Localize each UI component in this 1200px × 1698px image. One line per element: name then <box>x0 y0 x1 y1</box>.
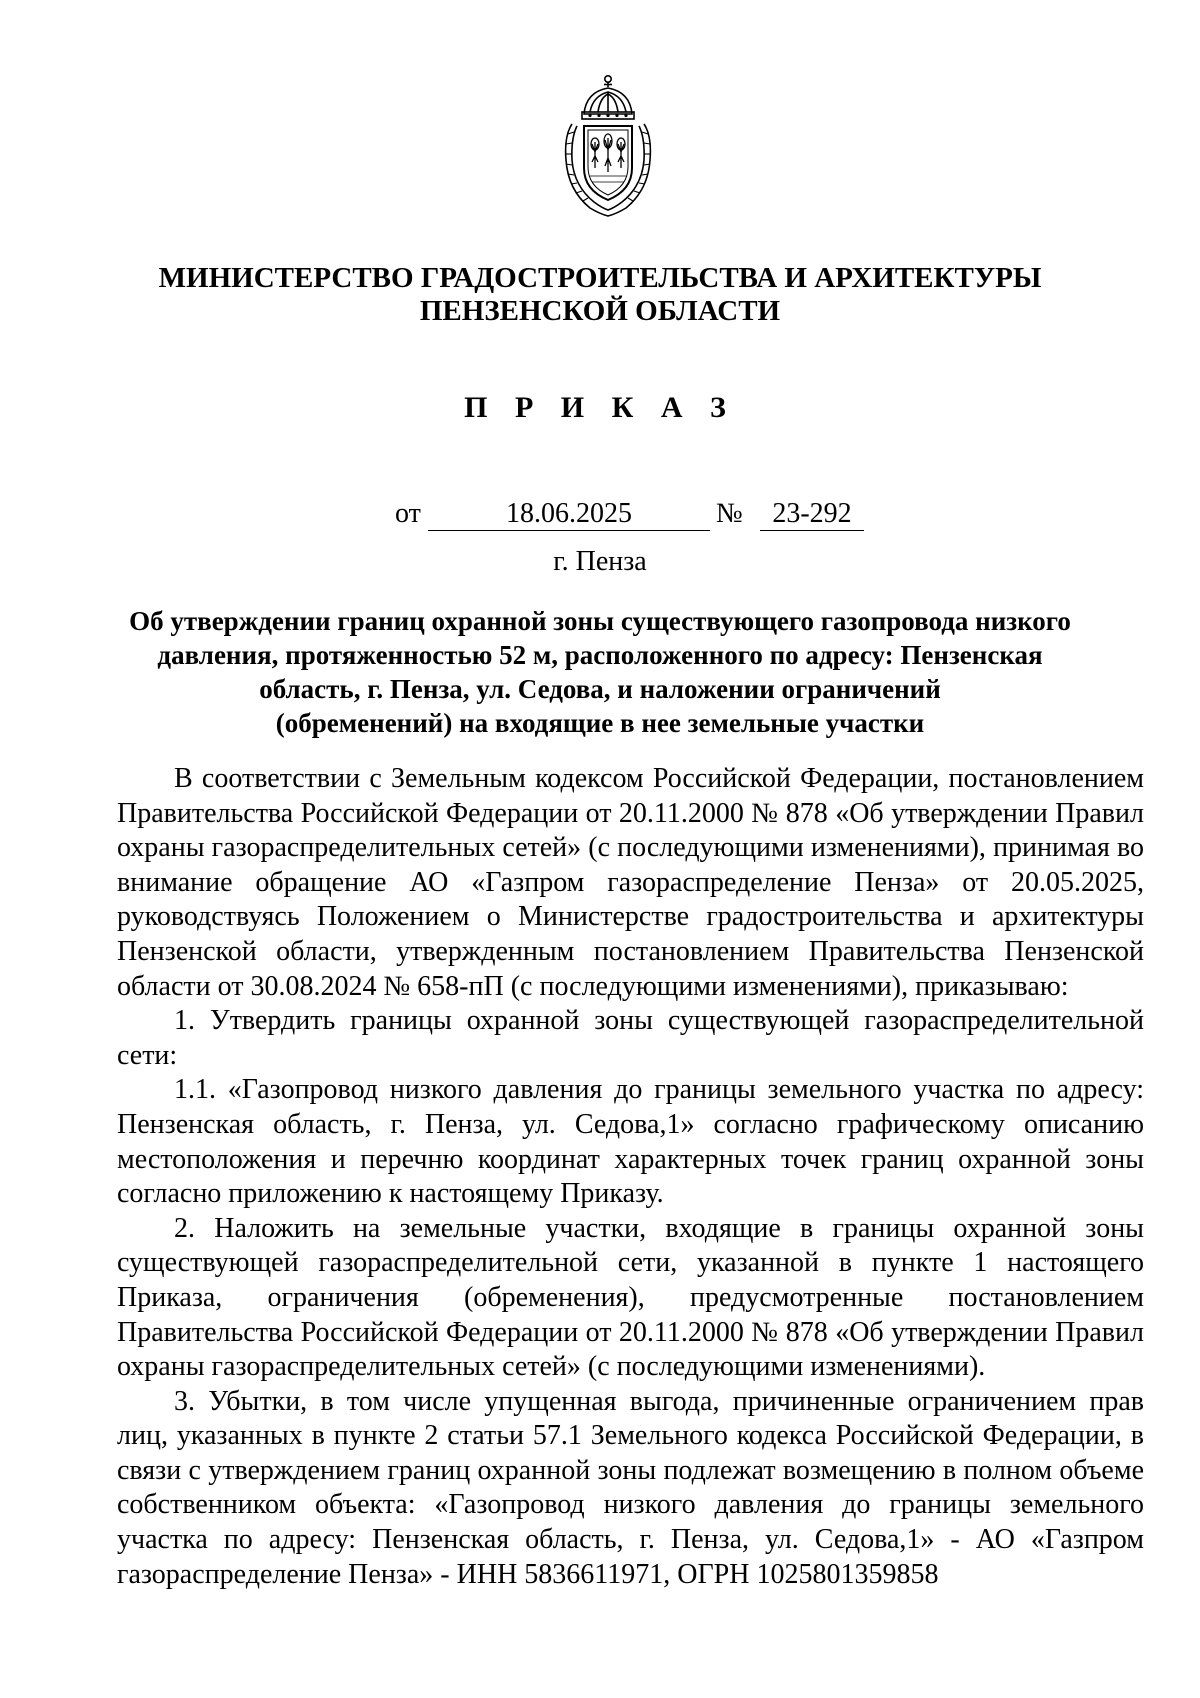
ministry-name <box>0 262 1200 328</box>
subject-line-1: Об утверждении границ охранной зоны существующего газопровода низкого <box>129 606 1071 636</box>
paragraph-item-1-1: 1.1. «Газопровод низкого давления до границы земельного участка по адресу: Пензенская область, г. Пенза, ул. Седова,1» согласно графическому описанию местоположения и перечню координат характерных точек границ охранной зоны согласно приложению к настоящему Приказу. <box>117 1074 1144 1210</box>
paragraph-preamble: В соответствии с Земельным кодексом Российской Федерации, постановлением Правительства Российской Федерации от 20.11.2000 № 878 «Об утверждении Правил охраны газораспределительных сетей» (с последующими изменениями), принимая во внимание обращение АО «Газпром газораспределение Пенза» от 20.05.2025, руководствуясь Положением о Министерстве градостроительства и архитектуры Пензенской области, утвержденным постановлением Правительства Пензенской области от 30.08.2024 № 658-пП (с последующими изменениями), приказываю: <box>117 763 1144 1002</box>
paragraph-item-1: 1. Утвердить границы охранной зоны существующей газораспределительной сети: <box>117 1005 1144 1071</box>
ministry-name-line-1: МИНИСТЕРСТВО ГРАДОСТРОИТЕЛЬСТВА И АРХИТЕКТУРЫ <box>158 262 1042 294</box>
coat-of-arms-icon <box>560 72 656 220</box>
document-body <box>117 762 1144 1592</box>
document-date: 18.06.2025 <box>428 498 710 531</box>
number-prefix-label: № <box>716 498 743 529</box>
paragraph-item-3: 3. Убытки, в том числе упущенная выгода, причиненные ограничением прав лиц, указанных в пункте 2 статьи 57.1 Земельного кодекса Российской Федерации, в связи с утверждением границ охранной зоны подлежат возмещению в полном объеме собственником объекта: «Газопровод низкого давления до границы земельного участка по адресу: Пензенская область, г. Пенза, ул. Седова,1» - АО «Газпром газораспределение Пенза» - ИНН 5836611971, ОГРН 1025801359858 <box>117 1385 1144 1590</box>
document-number: 23-292 <box>760 498 864 531</box>
date-prefix-label: от <box>395 498 421 529</box>
date-number-line <box>0 498 1200 538</box>
subject-line-2: давления, протяженностью 52 м, расположенного по адресу: Пензенская <box>157 640 1043 670</box>
subject-line-3: область, г. Пенза, ул. Седова, и наложении ограничений <box>259 674 941 704</box>
subject-line-4: (обременений) на входящие в нее земельные участки <box>275 708 925 738</box>
document-subject <box>120 604 1080 740</box>
ministry-name-line-2: ПЕНЗЕНСКОЙ ОБЛАСТИ <box>419 295 781 327</box>
city-name: г. Пенза <box>553 546 647 577</box>
paragraph-item-2: 2. Наложить на земельные участки, входящие в границы охранной зоны существующей газораспределительной сети, указанной в пункте 1 настоящего Приказа, ограничения (обременения), предусмотренные постановлением Правительства Российской Федерации от 20.11.2000 № 878 «Об утверждении Правил охраны газораспределительных сетей» (с последующими изменениями). <box>117 1212 1144 1383</box>
document-type-title: П Р И К А З <box>464 391 736 424</box>
